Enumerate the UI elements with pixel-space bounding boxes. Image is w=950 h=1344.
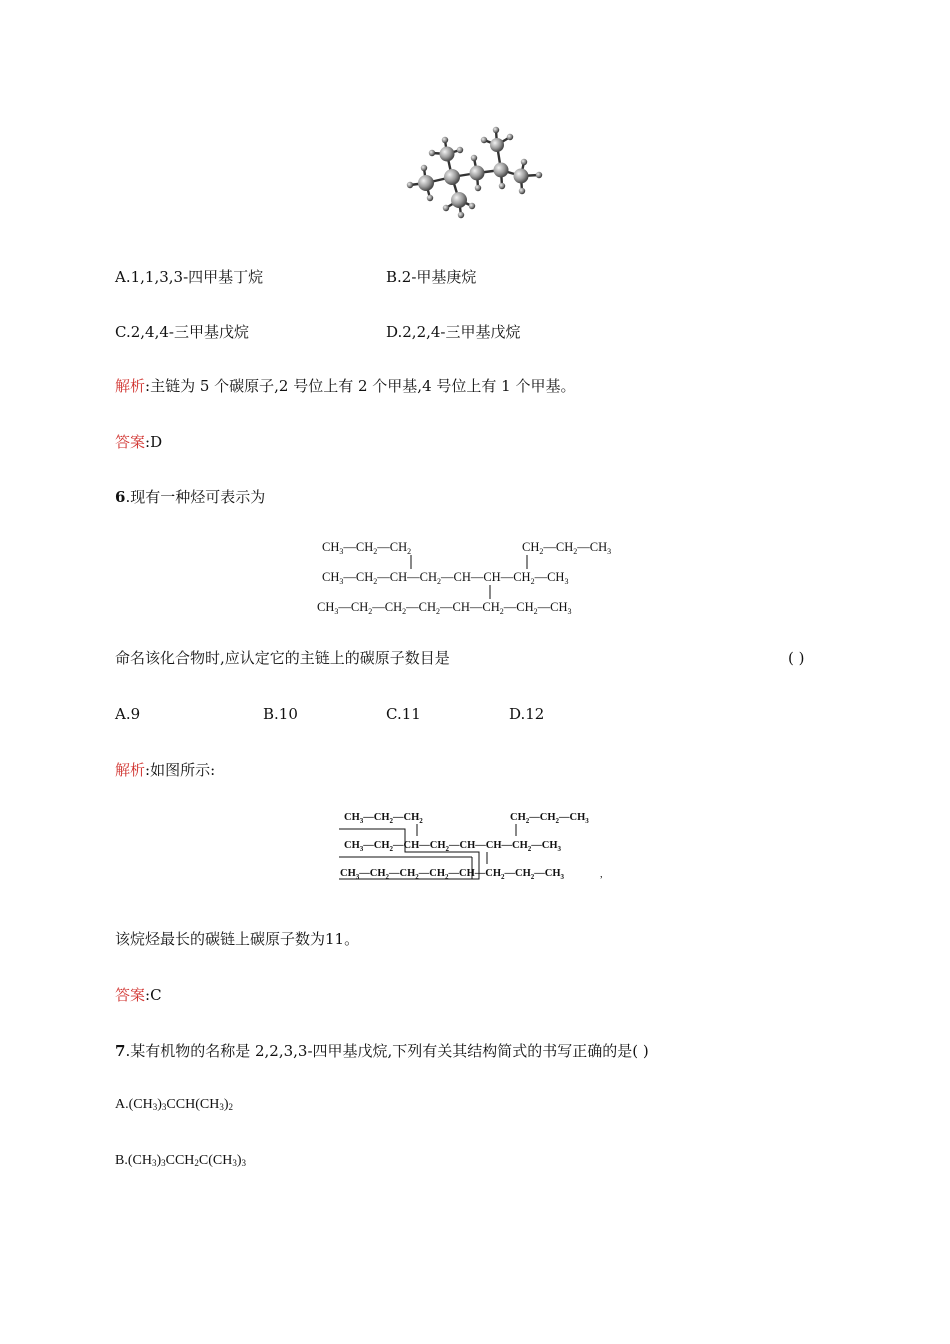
q5-analysis [115, 376, 575, 396]
q7-option-b: $B.(CH_3)_3CCH_2C(CH_3)_3$ [115, 1153, 247, 1168]
answer-label: 答案 [115, 986, 146, 1004]
analysis-text: :如图所示: [145, 761, 216, 779]
q5-option-a: A.1,1,3,3-四甲基丁烷 [115, 268, 264, 286]
q6-answer [115, 985, 162, 1005]
q6-option-d: D.12 [509, 705, 545, 723]
q6-option-b: B.10 [263, 705, 298, 723]
svg-text:CH2—CH2—CH3: $CH_2—CH_2—CH_3$ [510, 812, 589, 825]
answer-text: :D [145, 433, 163, 451]
answer-text: :C [145, 986, 162, 1004]
svg-text:CH2—CH2—CH3: $CH_2—CH_2—CH_3$ [522, 540, 612, 556]
q6-answer-paren: ( ) [788, 649, 805, 667]
q5-option-b: B.2-甲基庚烷 [386, 268, 477, 286]
svg-text:,: , [600, 869, 603, 880]
analysis-label: 解析 [115, 761, 146, 779]
svg-text:CH3—CH2—CH—CH2—CH—CH—CH2—CH3: $CH_3—CH_2—CH—CH_2—CH—CH—CH_2—CH_3$ [344, 840, 561, 853]
question-stem-text: .现有一种烃可表示为 [125, 488, 266, 506]
svg-text:CH3—CH2—CH2: $CH_3—CH_2—CH_2$ [344, 812, 423, 825]
analysis-label: 解析 [115, 377, 146, 395]
question-stem-text: .某有机物的名称是 2,2,3,3-四甲基戊烷,下列有关其结构简式的书写正确的是( ) [125, 1042, 649, 1060]
ball-stick-molecule-figure [400, 120, 550, 230]
structural-formula-analysis [335, 805, 615, 885]
question-number: 7 [115, 1042, 126, 1060]
q6-conclusion: 该烷烃最长的碳链上碳原子数为11。 [115, 930, 360, 948]
q7-option-a: $A.(CH_3)_3CCH(CH_3)_2$ [115, 1097, 233, 1112]
q6-option-a: A.9 [115, 705, 141, 723]
q5-option-c: C.2,4,4-三甲基戊烷 [115, 323, 249, 341]
answer-label: 答案 [115, 433, 146, 451]
svg-text:CH3—CH2—CH—CH2—CH—CH—CH2—CH3: $CH_3—CH_2—CH—CH_2—CH—CH—CH_2—CH_3$ [322, 570, 569, 586]
q5-answer [115, 432, 162, 452]
analysis-text: :主链为 5 个碳原子,2 号位上有 2 个甲基,4 号位上有 1 个甲基。 [145, 377, 576, 395]
structural-formula-question [310, 535, 650, 620]
q6-option-c: C.11 [386, 705, 421, 723]
q7-stem [115, 1041, 649, 1061]
q6-analysis [115, 760, 215, 780]
svg-text:CH3—CH2—CH2—CH2—CH—CH2—CH2—CH3: $CH_3—CH_2—CH_2—CH_2—CH—CH_2—CH_2—CH_3$ [340, 868, 564, 881]
q6-question: 命名该化合物时,应认定它的主链上的碳原子数目是 [115, 649, 450, 667]
svg-text:CH3—CH2—CH2—CH2—CH—CH2—CH2—CH3: $CH_3—CH_2—CH_2—CH_2—CH—CH_2—CH_2—CH_3$ [317, 600, 572, 616]
q5-option-d: D.2,2,4-三甲基戊烷 [386, 323, 521, 341]
svg-text:CH3—CH2—CH2: $CH_3—CH_2—CH_2$ [322, 540, 412, 556]
question-number: 6 [115, 488, 126, 506]
q6-stem [115, 487, 265, 507]
